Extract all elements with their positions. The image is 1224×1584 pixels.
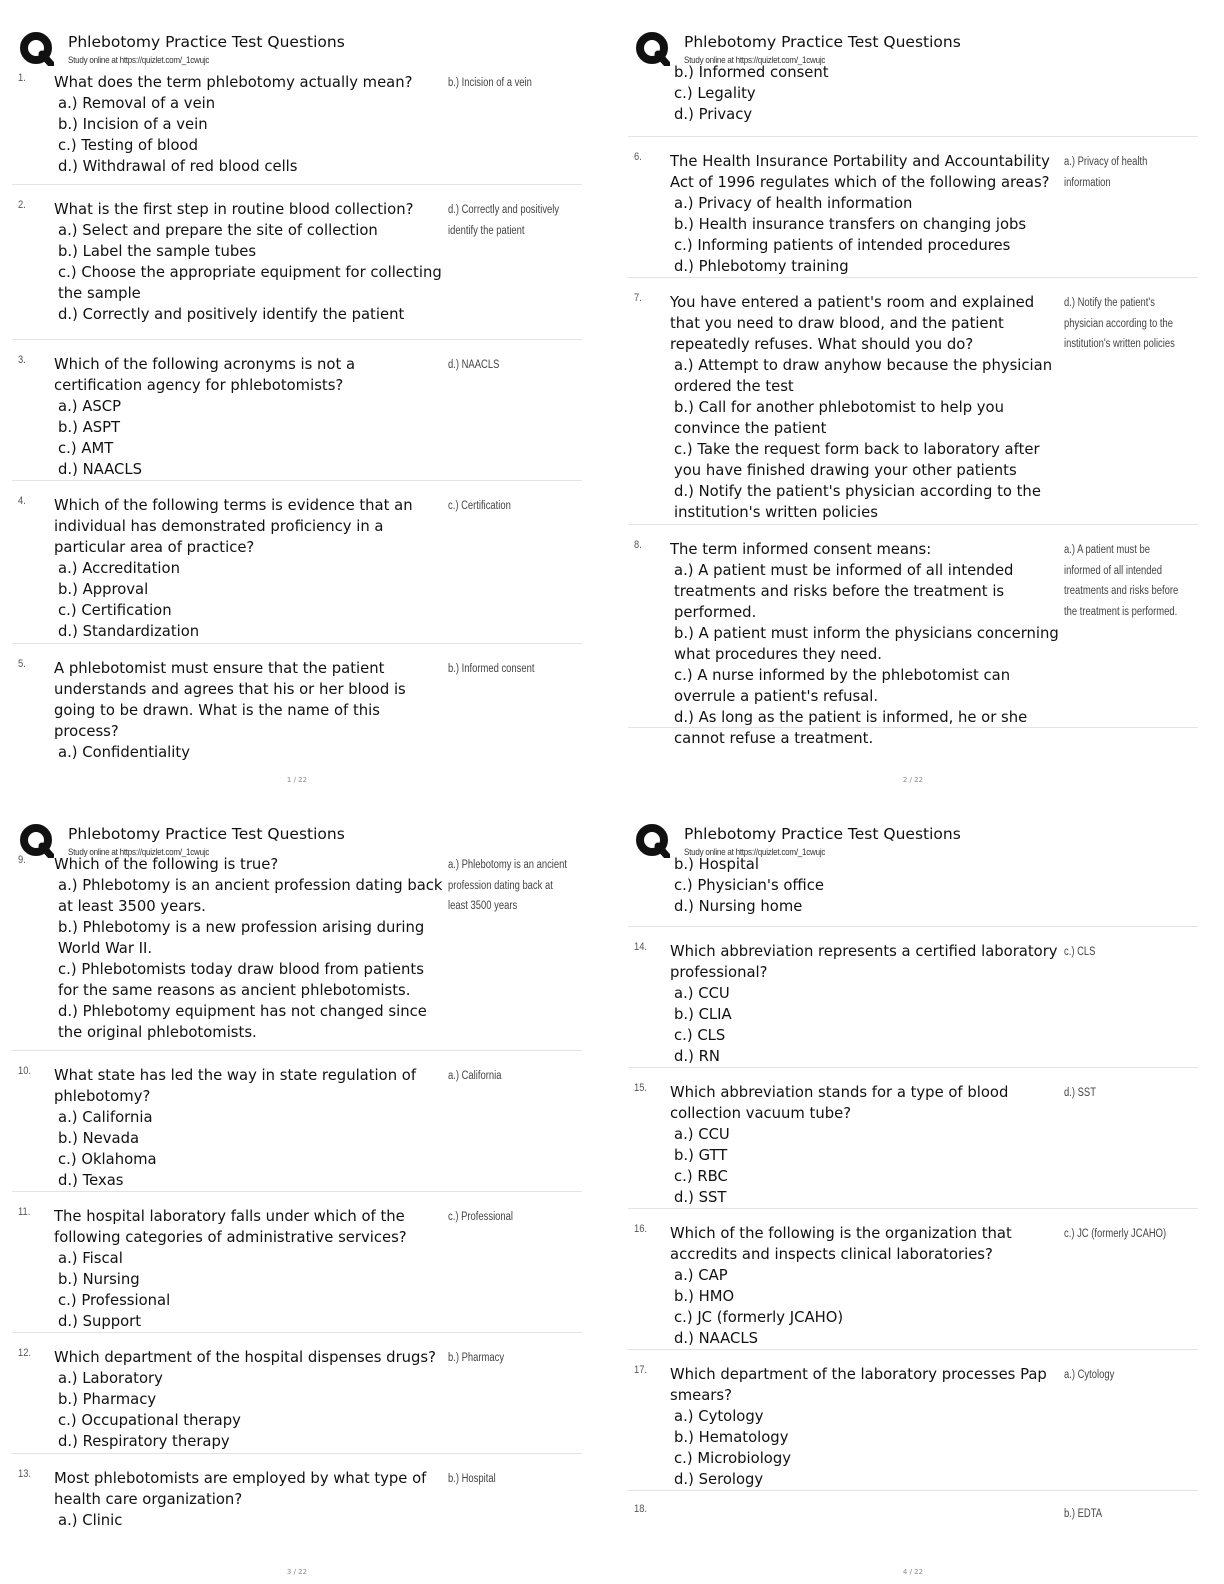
answer-option: a.) Attempt to draw anyhow because the physician ordered the test [674,357,1053,395]
correct-answer: a.) Phlebotomy is an ancient profession dating back at least 3500 years [448,859,567,912]
answer-option: c.) Professional [58,1292,171,1309]
question-text: Which department of the hospital dispenses drugs? [54,1349,436,1366]
answer-option: c.) RBC [674,1168,728,1185]
answer-option: b.) ASPT [58,419,121,436]
answer-option: c.) Choose the appropriate equipment for collecting the sample [58,264,442,302]
question-number: 6. [634,151,642,163]
correct-answer: c.) JC (formerly JCAHO) [1064,1228,1167,1240]
answer-option: d.) RN [674,1048,720,1065]
study-online-link[interactable]: Study online at https://quizlet.com/_1cwujc [68,847,210,858]
answer-option: d.) SST [674,1189,727,1206]
page-number: 4 / 22 [902,1568,924,1576]
correct-answer: a.) California [448,1070,502,1082]
question-text: Which of the following is true? [54,856,279,873]
question-item [12,1206,582,1333]
quizlet-logo-icon [636,824,670,858]
question-item [12,854,582,1051]
answer-option: c.) Informing patients of intended procedures [674,237,1011,254]
answer-option: b.) HMO [674,1288,735,1305]
answer-option: d.) Privacy [674,106,753,123]
question-number: 11. [18,1206,31,1218]
question-number: 17. [634,1364,648,1376]
study-online-link[interactable]: Study online at https://quizlet.com/_1cwujc [684,847,826,858]
answer-option: d.) Serology [674,1471,764,1488]
answer-option: a.) Removal of a vein [58,95,216,112]
answer-option: a.) Privacy of health information [674,195,913,212]
answer-option: d.) Texas [58,1172,124,1189]
correct-answer: d.) SST [1064,1087,1096,1099]
question-item [628,941,1198,1068]
question-item [628,1082,1198,1209]
answer-option: a.) Phlebotomy is an ancient profession dating back at least 3500 years. [58,877,443,915]
answer-option: d.) Support [58,1313,142,1330]
quizlet-logo-icon [636,32,670,66]
answer-option: b.) Approval [58,581,149,598]
correct-answer: d.) Correctly and positively identify the patient [448,204,560,237]
continued-options [628,854,1198,927]
question-item [628,1223,1198,1350]
correct-answer: b.) EDTA [1064,1508,1103,1520]
answer-option: b.) Informed consent [674,64,829,81]
correct-answer: c.) Professional [448,1211,513,1223]
question-list [628,854,1198,1533]
question-text: The term informed consent means: [670,541,932,558]
correct-answer: c.) CLS [1064,946,1096,958]
question-number: 14. [634,941,648,953]
question-text: Which of the following is the organization that accredits and inspects clinical laboratories? [670,1225,1012,1263]
question-item [628,292,1198,525]
question-text: A phlebotomist must ensure that the patient understands and agrees that his or her blood is going to be drawn. What is the name of this process? [54,660,406,740]
question-text: Which of the following acronyms is not a certification agency for phlebotomists? [54,356,356,394]
answer-option: a.) ASCP [58,398,122,415]
answer-option: d.) Notify the patient's physician according to the institution's written policies [674,483,1041,521]
page-2 [628,10,1198,784]
question-text: Which abbreviation represents a certified laboratory professional? [670,943,1058,981]
question-text: What state has led the way in state regulation of phlebotomy? [54,1067,417,1105]
question-text: Which abbreviation stands for a type of blood collection vacuum tube? [670,1084,1009,1122]
question-number: 15. [634,1082,648,1094]
answer-option: a.) CCU [674,1126,730,1143]
answer-option: b.) Call for another phlebotomist to help you convince the patient [674,399,1004,437]
answer-option: a.) Fiscal [58,1250,123,1267]
answer-option: d.) NAACLS [674,1330,759,1347]
answer-option: b.) Hematology [674,1429,789,1446]
question-item [12,72,582,185]
answer-option: c.) Microbiology [674,1450,792,1467]
answer-option: b.) GTT [674,1147,728,1164]
answer-option: d.) Correctly and positively identify the patient [58,306,405,323]
question-number: 7. [634,292,642,304]
question-text: What does the term phlebotomy actually mean? [54,74,413,91]
correct-answer: b.) Hospital [448,1473,496,1485]
page-title: Phlebotomy Practice Test Questions [68,33,345,51]
answer-option: a.) Select and prepare the site of collection [58,222,378,239]
answer-option: c.) Legality [674,85,756,102]
question-item [12,1468,582,1538]
page-4 [628,802,1198,1576]
question-text: You have entered a patient's room and explained that you need to draw blood, and the patient repeatedly refuses. What should you do? [670,294,1035,353]
page-title: Phlebotomy Practice Test Questions [684,33,961,51]
correct-answer: d.) NAACLS [448,359,500,371]
page-title: Phlebotomy Practice Test Questions [684,825,961,843]
answer-option: d.) Phlebotomy training [674,258,849,275]
question-number: 13. [18,1468,32,1480]
correct-answer: b.) Informed consent [448,663,535,675]
question-list [628,62,1198,747]
answer-option: c.) JC (formerly JCAHO) [674,1309,844,1326]
answer-option: b.) Nursing [58,1271,140,1288]
correct-answer: b.) Incision of a vein [448,77,532,89]
page-number: 3 / 22 [286,1568,308,1576]
answer-option: c.) A nurse informed by the phlebotomist can overrule a patient's refusal. [674,667,1011,705]
answer-option: b.) Incision of a vein [58,116,208,133]
answer-option: b.) Pharmacy [58,1391,157,1408]
answer-option: c.) Testing of blood [58,137,199,154]
answer-option: a.) Confidentiality [58,744,190,761]
question-number: 1. [18,72,26,84]
question-item [12,1065,582,1192]
question-number: 8. [634,539,642,551]
page-3 [12,802,582,1576]
question-item [628,539,1198,747]
answer-option: d.) Phlebotomy equipment has not changed since the original phlebotomists. [58,1003,427,1041]
correct-answer: a.) Privacy of health information [1064,156,1148,189]
answer-option: c.) Occupational therapy [58,1412,241,1429]
answer-option: d.) Withdrawal of red blood cells [58,158,298,175]
answer-option: a.) Laboratory [58,1370,163,1387]
correct-answer: d.) Notify the patient's physician according to the institution's written policies [1064,297,1175,350]
study-online-link[interactable]: Study online at https://quizlet.com/_1cwujc [68,55,210,66]
question-list [12,72,582,761]
answer-option: b.) Health insurance transfers on changing jobs [674,216,1027,233]
answer-option: c.) Phlebotomists today draw blood from patients for the same reasons as ancient phlebotomists. [58,961,424,999]
question-item [628,151,1198,278]
answer-option: c.) AMT [58,440,114,457]
correct-answer: b.) Pharmacy [448,1352,505,1364]
question-text: The Health Insurance Portability and Accountability Act of 1996 regulates which of the following areas? [670,153,1050,191]
question-item [12,354,582,481]
question-item [628,1503,1198,1533]
answer-option: b.) Phlebotomy is a new profession arising during World War II. [58,919,425,957]
answer-option: d.) NAACLS [58,461,143,478]
study-online-link[interactable]: Study online at https://quizlet.com/_1cwujc [684,55,826,66]
question-text: Most phlebotomists are employed by what type of health care organization? [54,1470,427,1508]
question-text: What is the first step in routine blood collection? [54,201,414,218]
answer-option: a.) A patient must be informed of all intended treatments and risks before the treatment is performed. [674,562,1014,621]
page-header [20,24,590,74]
answer-option: c.) Physician's office [674,877,824,894]
continued-options [628,62,1198,137]
question-list [12,854,582,1538]
question-item [12,199,582,340]
answer-option: d.) Standardization [58,623,200,640]
question-number: 5. [18,658,26,670]
answer-option: a.) California [58,1109,153,1126]
answer-option: b.) Nevada [58,1130,140,1147]
page-number: 1 / 22 [286,776,308,784]
answer-option: c.) Take the request form back to laboratory after you have finished drawing your other patients [674,441,1040,479]
question-text: The hospital laboratory falls under which of the following categories of administrative services? [54,1208,407,1246]
question-number: 9. [18,854,26,866]
answer-option: d.) Nursing home [674,898,803,915]
quizlet-logo-icon [20,32,54,66]
answer-option: a.) CCU [674,985,730,1002]
question-number: 2. [18,199,26,211]
answer-option: b.) CLIA [674,1006,732,1023]
page-number: 2 / 22 [902,776,924,784]
question-text: Which of the following terms is evidence that an individual has demonstrated proficiency in a particular area of practice? [54,497,413,556]
question-item [12,495,582,644]
correct-answer: c.) Certification [448,500,511,512]
question-item [12,1347,582,1454]
answer-option: c.) CLS [674,1027,726,1044]
answer-option: d.) Respiratory therapy [58,1433,230,1450]
question-number: 4. [18,495,26,507]
question-number: 10. [18,1065,32,1077]
question-item [12,658,582,761]
answer-option: a.) Clinic [58,1512,123,1529]
answer-option: c.) Oklahoma [58,1151,157,1168]
question-number: 16. [634,1223,648,1235]
answer-option: b.) A patient must inform the physicians concerning what procedures they need. [674,625,1059,663]
answer-option: a.) Accreditation [58,560,180,577]
question-number: 12. [18,1347,32,1359]
question-item [628,1364,1198,1491]
quizlet-logo-icon [20,824,54,858]
answer-option: c.) Certification [58,602,172,619]
answer-option: a.) Cytology [674,1408,764,1425]
page-1 [12,10,582,784]
correct-answer: a.) A patient must be informed of all intended treatments and risks before the treatment is performed. [1064,544,1179,618]
answer-option: d.) As long as the patient is informed, he or she cannot refuse a treatment. [674,709,1028,747]
question-text: Which department of the laboratory processes Pap smears? [670,1366,1047,1404]
correct-answer: a.) Cytology [1064,1369,1115,1381]
answer-option: b.) Label the sample tubes [58,243,257,260]
question-number: 18. [634,1503,648,1515]
question-number: 3. [18,354,26,366]
answer-option: b.) Hospital [674,856,759,873]
page-title: Phlebotomy Practice Test Questions [68,825,345,843]
answer-option: a.) CAP [674,1267,728,1284]
